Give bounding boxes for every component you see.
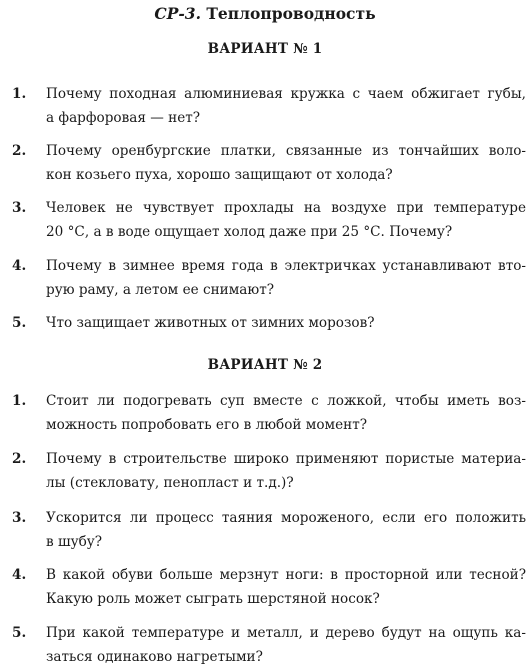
question-number: 3. bbox=[12, 510, 27, 526]
variant-2-title: ВАРИАНТ № 2 bbox=[207, 357, 323, 373]
question-line: Что защищает животных от зимних морозов? bbox=[46, 315, 375, 331]
question-text bbox=[46, 389, 526, 437]
question-text bbox=[46, 82, 526, 130]
question-line: При какой температуре и металл, и дерево будут на ощупь ка- bbox=[46, 625, 526, 641]
question-line: можность попробовать его в любой момент? bbox=[46, 417, 368, 433]
question-line: лы (стекловату, пенопласт и т.д.)? bbox=[46, 475, 294, 491]
document-code: СР-3. bbox=[154, 4, 201, 23]
question-number: 5. bbox=[12, 315, 27, 331]
question-line: Почему походная алюминиевая кружка с чаем обжигает губы, bbox=[46, 86, 526, 102]
variant-1-title: ВАРИАНТ № 1 bbox=[207, 41, 323, 57]
question-line: Ускорится ли процесс таяния мороженого, если его положить bbox=[46, 510, 526, 526]
question-number: 4. bbox=[12, 567, 27, 583]
document-topic: Теплопроводность bbox=[206, 4, 376, 23]
question-number: 2. bbox=[12, 143, 27, 159]
question-line: Стоит ли подогревать суп вместе с ложкой, чтобы иметь воз- bbox=[46, 393, 526, 409]
question-text bbox=[46, 196, 526, 244]
question-number: 4. bbox=[12, 258, 27, 274]
question-text bbox=[46, 506, 526, 554]
question-line: кон козьего пуха, хорошо защищают от холода? bbox=[46, 167, 393, 183]
question-line: Почему в зимнее время года в электричках устанавливают вто- bbox=[46, 258, 526, 274]
question-line: Человек не чувствует прохлады на воздухе при температуре bbox=[46, 200, 526, 216]
document-title bbox=[0, 4, 530, 23]
question-number: 3. bbox=[12, 200, 27, 216]
question-line: а фарфоровая — нет? bbox=[46, 110, 201, 126]
question-number: 1. bbox=[12, 86, 27, 102]
question-text bbox=[46, 563, 526, 611]
question-line: рую раму, а летом ее снимают? bbox=[46, 282, 275, 298]
question-text bbox=[46, 254, 526, 302]
question-line: 20 °С, а в воде ощущает холод даже при 25 °С. Почему? bbox=[46, 224, 453, 240]
question-line: Почему в строительстве широко применяют пористые материа- bbox=[46, 451, 526, 467]
question-line: В какой обуви больше мерзнут ноги: в просторной или тесной? bbox=[46, 567, 526, 583]
question-line: в шубу? bbox=[46, 534, 103, 550]
question-number: 2. bbox=[12, 451, 27, 467]
question-text bbox=[46, 139, 526, 187]
question-line: Почему оренбургские платки, связанные из тончайших воло- bbox=[46, 143, 526, 159]
question-text bbox=[46, 311, 526, 335]
question-text bbox=[46, 447, 526, 495]
question-text bbox=[46, 621, 526, 669]
question-line: заться одинаково нагретыми? bbox=[46, 649, 263, 665]
question-number: 5. bbox=[12, 625, 27, 641]
question-number: 1. bbox=[12, 393, 27, 409]
question-line: Какую роль может сыграть шерстяной носок? bbox=[46, 591, 380, 607]
